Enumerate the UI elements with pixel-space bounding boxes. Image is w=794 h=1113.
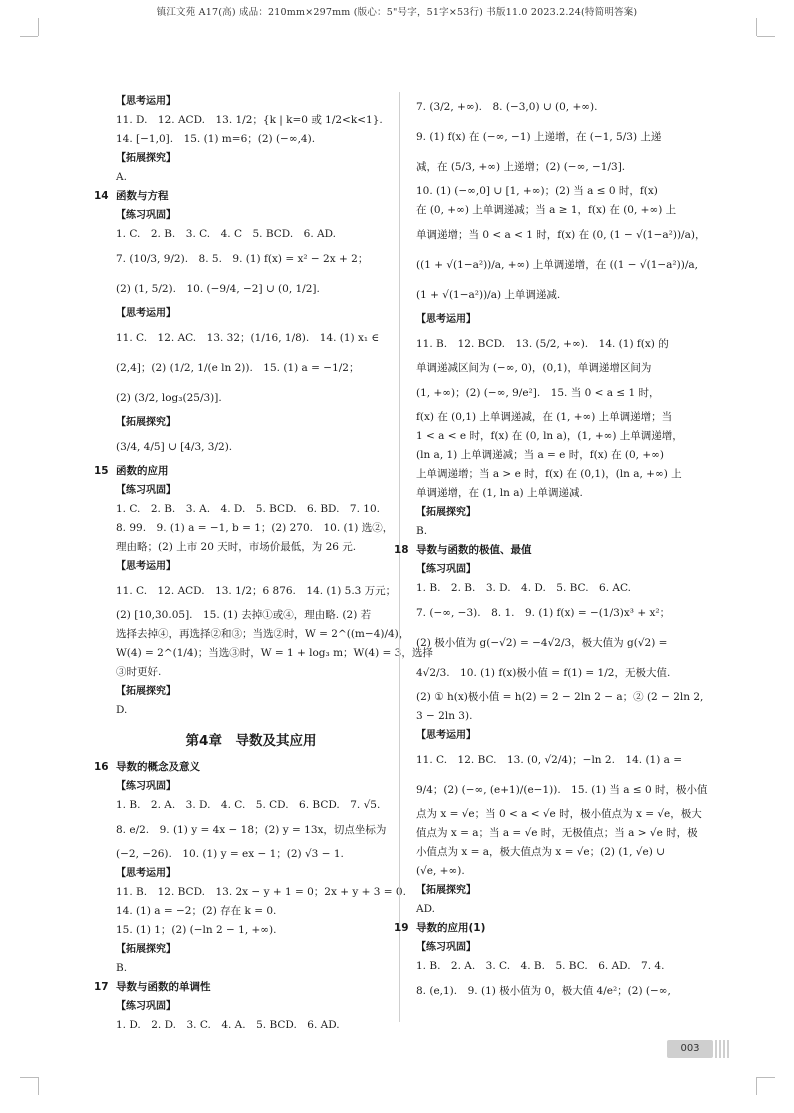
lesson-title: 导数的应用(1): [416, 922, 486, 934]
answer-line: 11. C. 12. AC. 13. 32；(1/16, 1/8). 14. (1) x₁ ∈: [116, 332, 380, 344]
crop-mark: [38, 18, 39, 36]
answer-line: 单调递减区间为 (−∞, 0)，(0,1)，单调递增区间为: [416, 362, 652, 374]
section-subheading: 【思考运用】: [116, 868, 176, 879]
lesson-number: 16: [94, 761, 109, 773]
crop-mark: [20, 36, 38, 37]
section-subheading: 【拓展探究】: [116, 417, 176, 428]
lesson-heading: [394, 541, 698, 560]
crop-mark: [756, 1077, 757, 1095]
answer-line: B.: [116, 962, 128, 974]
answer-line: D.: [116, 704, 128, 716]
crop-mark: [756, 18, 757, 36]
chapter-title: 第4章 导数及其应用: [185, 733, 317, 749]
section-subheading: 【思考运用】: [116, 96, 176, 107]
answer-line: 9/4；(2) (−∞, (e+1)/(e−1)). 15. (1) 当 a ≤ 0 时，极小值: [416, 784, 708, 796]
answer-line: 15. (1) 1；(2) (−ln 2 − 1, +∞).: [116, 924, 277, 936]
lesson-heading: [394, 919, 698, 938]
section-subheading: 【拓展探究】: [116, 944, 176, 955]
answer-line: 14. (1) a = −2；(2) 存在 k = 0.: [116, 905, 277, 917]
lesson-title: 导数与函数的极值、最值: [416, 544, 532, 556]
lesson-heading: [94, 462, 386, 481]
answer-line: (2) ① h(x)极小值 = h(2) = 2 − 2ln 2 − a；② (2 − 2ln 2,: [416, 691, 704, 703]
answer-line: (3/4, 4/5] ∪ [4/3, 3/2).: [116, 441, 233, 453]
answer-line: 上单调递增；当 a > e 时，f(x) 在 (0,1)，(ln a, +∞) 上: [416, 468, 682, 480]
answer-line: 7. (−∞, −3). 8. 1. 9. (1) f(x) = −(1/3)x³ + x²；: [416, 607, 671, 619]
section-subheading: 【练习巩固】: [416, 564, 476, 575]
section-subheading: 【思考运用】: [416, 730, 476, 741]
section-subheading: 【练习巩固】: [416, 942, 476, 953]
answer-line: 11. B. 12. BCD. 13. (5/2, +∞). 14. (1) f(x) 的: [416, 338, 669, 350]
lesson-number: 17: [94, 981, 109, 993]
lesson-number: 18: [394, 544, 409, 556]
answer-line: 7. (10/3, 9/2). 8. 5. 9. (1) f(x) = x² − 2x + 2；: [116, 253, 369, 265]
section-subheading: 【练习巩固】: [116, 781, 176, 792]
answer-line: 3 − 2ln 3).: [416, 710, 473, 722]
answer-line: 11. D. 12. ACD. 13. 1/2；{k | k=0 或 1/2<k<1}.: [116, 114, 383, 126]
print-header: 镇江文苑 A17(高) 成品：210mm×297mm (版心：5"号字，51字×53行) 书版11.0 2023.2.24(特简明答案): [156, 7, 638, 18]
lesson-number: 19: [394, 922, 409, 934]
answer-line: (−2, −26). 10. (1) y = ex − 1；(2) √3 − 1.: [116, 848, 344, 860]
answer-line: (2) (3/2, log₃(25/3)].: [116, 392, 222, 404]
lesson-number: 14: [94, 190, 109, 202]
answer-line: 理由略；(2) 上市 20 天时，市场价最低，为 26 元.: [116, 541, 357, 553]
section-subheading: 【思考运用】: [116, 561, 176, 572]
lesson-heading: [94, 187, 386, 206]
answer-line: 在 (0, +∞) 上单调递减；当 a ≥ 1，f(x) 在 (0, +∞) 上: [416, 204, 677, 216]
answer-line: 10. (1) (−∞,0] ∪ [1, +∞)；(2) 当 a ≤ 0 时，f(x): [416, 185, 658, 197]
answer-line: 1 < a < e 时，f(x) 在 (0, ln a)，(1, +∞) 上单调递增，: [416, 430, 683, 442]
answer-line: (√e, +∞).: [416, 865, 465, 877]
lesson-title: 导数的概念及意义: [116, 761, 200, 773]
answer-line: 值点为 x = a；当 a = √e 时，无极值点；当 a > √e 时，极: [416, 827, 698, 839]
answer-line: 8. e/2. 9. (1) y = 4x − 18；(2) y = 13x，切点坐标为: [116, 824, 387, 836]
answer-line: 1. B. 2. A. 3. C. 4. B. 5. BC. 6. AD. 7. 4.: [416, 960, 665, 972]
answer-line: (2) 极小值为 g(−√2) = −4√2/3，极大值为 g(√2) =: [416, 637, 668, 649]
answer-line: 11. B. 12. BCD. 13. 2x − y + 1 = 0；2x + y + 3 = 0.: [116, 886, 406, 898]
answer-column-right: [394, 92, 708, 1006]
section-subheading: 【练习巩固】: [116, 485, 176, 496]
answer-line: 选择去掉④，再选择②和③；当选②时，W = 2^((m−4)/4)，: [116, 628, 410, 640]
lesson-title: 函数的应用: [116, 465, 169, 477]
lesson-title: 导数与函数的单调性: [116, 981, 211, 993]
section-subheading: 【拓展探究】: [116, 153, 176, 164]
answer-line: 单调递增，在 (1, ln a) 上单调递减.: [416, 487, 583, 499]
answer-line: 8. (e,1). 9. (1) 极小值为 0，极大值 4/e²；(2) (−∞,: [416, 985, 671, 997]
answer-line: 9. (1) f(x) 在 (−∞, −1) 上递增，在 (−1, 5/3) 上递: [416, 131, 662, 143]
answer-line: ((1 + √(1−a²))/a, +∞) 上单调递增，在 ((1 − √(1−a²))/a,: [416, 259, 698, 271]
answer-line: 11. C. 12. BC. 13. (0, √2/4)；−ln 2. 14. (1) a =: [416, 754, 683, 766]
answer-line: (2,4]；(2) (1/2, 1/(e ln 2)). 15. (1) a = −1/2；: [116, 362, 360, 374]
section-subheading: 【拓展探究】: [116, 686, 176, 697]
crop-mark: [20, 1077, 38, 1078]
section-subheading: 【思考运用】: [416, 314, 476, 325]
section-subheading: 【拓展探究】: [416, 885, 476, 896]
lesson-number: 15: [94, 465, 109, 477]
page-number: 003: [667, 1040, 713, 1058]
page-edge-stripes: [715, 1040, 731, 1058]
answer-line: (2) [10,30.05]. 15. (1) 去掉①或④，理由略. (2) 若: [116, 609, 372, 621]
answer-line: 点为 x = √e；当 0 < a < √e 时，极小值点为 x = √e，极大: [416, 808, 702, 820]
answer-line: (1, +∞)；(2) (−∞, 9/e²]. 15. 当 0 < a ≤ 1 时，: [416, 387, 660, 399]
lesson-heading: [94, 978, 386, 997]
answer-line: 1. C. 2. B. 3. A. 4. D. 5. BCD. 6. BD. 7. 10.: [116, 503, 380, 515]
answer-line: (2) (1, 5/2). 10. (−9/4, −2] ∪ (0, 1/2].: [116, 283, 320, 295]
answer-line: (ln a, 1) 上单调递减；当 a = e 时，f(x) 在 (0, +∞): [416, 449, 664, 461]
answer-line: A.: [116, 171, 127, 183]
answer-line: 1. B. 2. B. 3. D. 4. D. 5. BC. 6. AC.: [416, 582, 631, 594]
answer-line: (1 + √(1−a²))/a) 上单调递减.: [416, 289, 561, 301]
answer-line: 1. B. 2. A. 3. D. 4. C. 5. CD. 6. BCD. 7. √5.: [116, 799, 381, 811]
crop-mark: [38, 1077, 39, 1095]
section-subheading: 【练习巩固】: [116, 210, 176, 221]
answer-line: 1. D. 2. D. 3. C. 4. A. 5. BCD. 6. AD.: [116, 1019, 340, 1031]
crop-mark: [757, 36, 775, 37]
lesson-title: 函数与方程: [116, 190, 169, 202]
section-subheading: 【练习巩固】: [116, 1001, 176, 1012]
answer-line: 4√2/3. 10. (1) f(x)极小值 = f(1) = 1/2，无极大值.: [416, 667, 671, 679]
answer-line: 11. C. 12. ACD. 13. 1/2；6 876. 14. (1) 5.3 万元；: [116, 585, 397, 597]
answer-line: 7. (3/2, +∞). 8. (−3,0) ∪ (0, +∞).: [416, 101, 598, 113]
crop-mark: [757, 1077, 775, 1078]
section-subheading: 【思考运用】: [116, 308, 176, 319]
answer-line: 1. C. 2. B. 3. C. 4. C 5. BCD. 6. AD.: [116, 228, 337, 240]
lesson-heading: [94, 758, 386, 777]
answer-line: 8. 99. 9. (1) a = −1, b = 1；(2) 270. 10. (1) 选②，: [116, 522, 394, 534]
answer-line: B.: [416, 525, 428, 537]
answer-line: 单调递增；当 0 < a < 1 时，f(x) 在 (0, (1 − √(1−a²))/a)，: [416, 229, 706, 241]
section-subheading: 【拓展探究】: [416, 507, 476, 518]
answer-line: AD.: [416, 903, 435, 915]
answer-line: 小值点为 x = a，极大值点为 x = √e；(2) (1, √e) ∪: [416, 846, 665, 858]
answer-line: f(x) 在 (0,1) 上单调递减，在 (1, +∞) 上单调递增；当: [416, 411, 673, 423]
answer-line: 14. [−1,0]. 15. (1) m=6；(2) (−∞,4).: [116, 133, 316, 145]
answer-line: 减，在 (5/3, +∞) 上递增；(2) (−∞, −1/3].: [416, 161, 626, 173]
answer-line: W(4) = 2^(1/4)；当选③时，W = 1 + log₃ m；W(4) = 3，选择: [116, 647, 433, 659]
answer-line: ③时更好.: [116, 666, 162, 678]
